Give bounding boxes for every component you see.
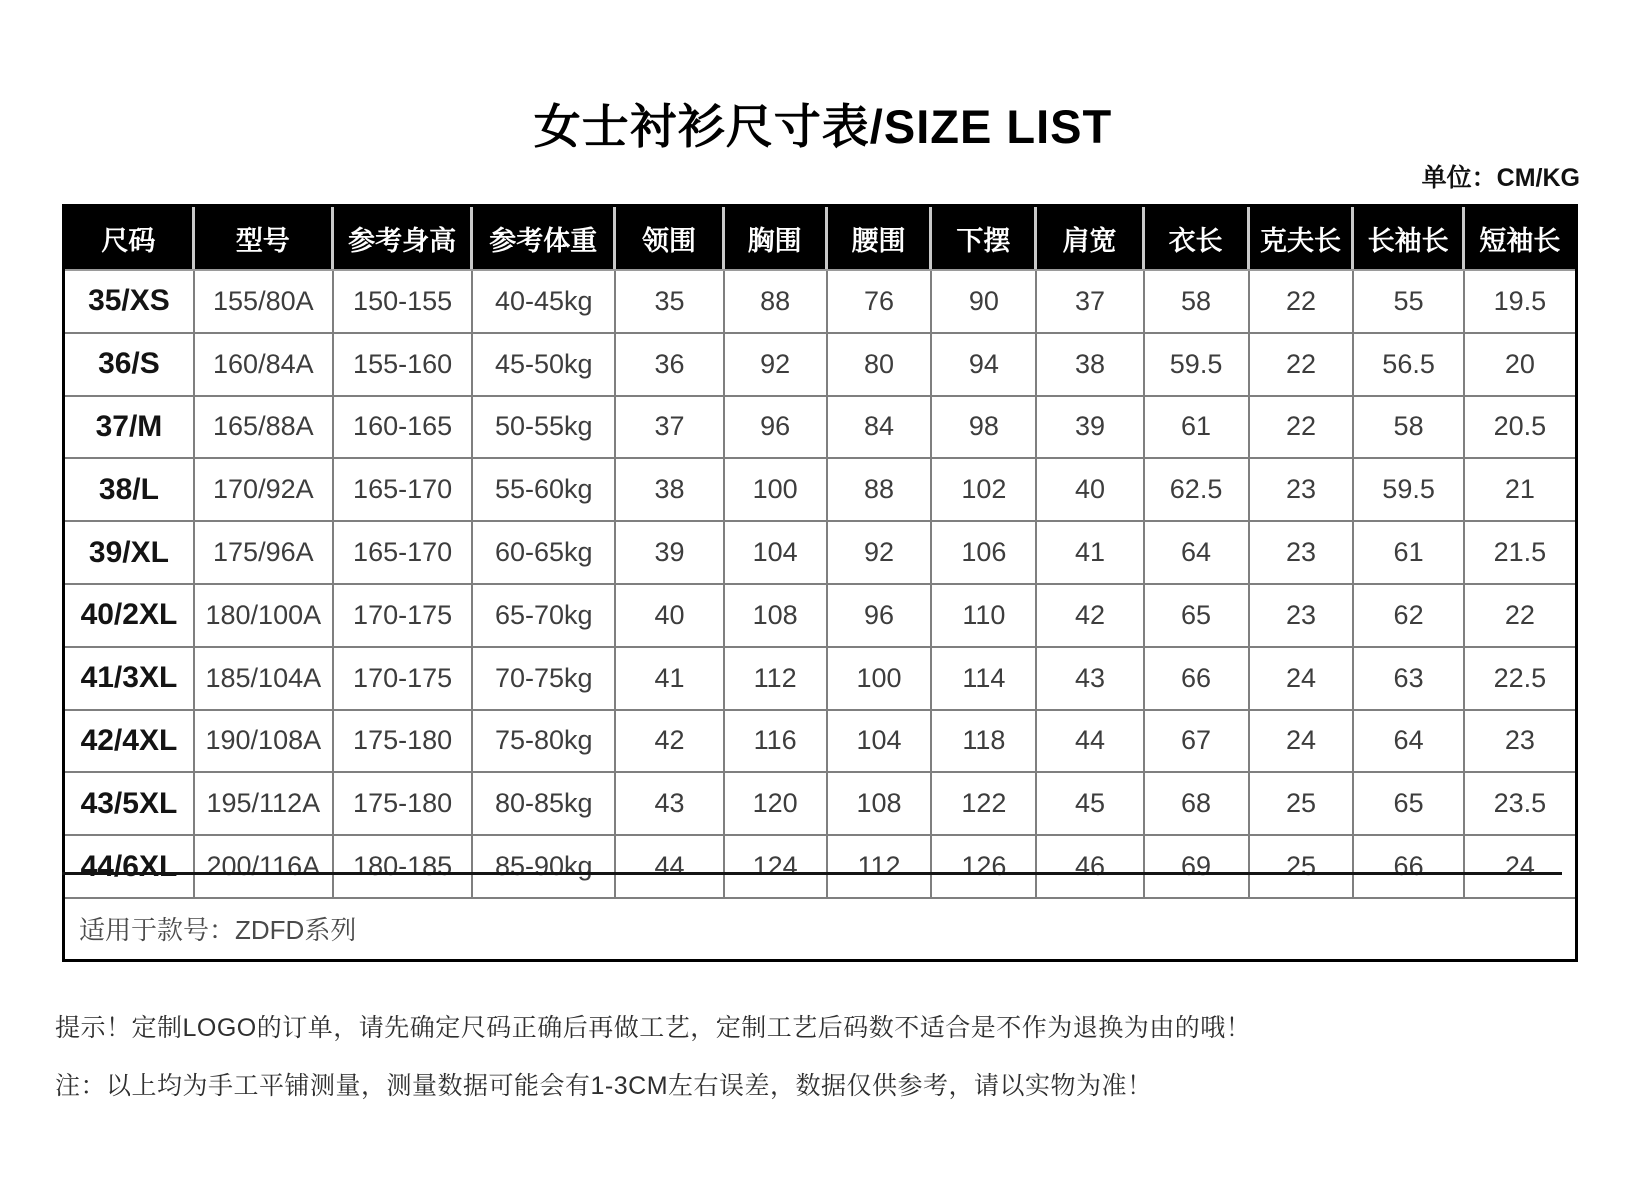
value-cell: 175-180	[334, 711, 474, 772]
size-label: 35/XS	[65, 271, 195, 332]
note-measurement: 注：以上均为手工平铺测量，测量数据可能会有1-3CM左右误差，数据仅供参考，请以实物为准！	[55, 1072, 1153, 1100]
column-header: 长袖长	[1354, 207, 1464, 269]
column-header: 腰围	[828, 207, 933, 269]
value-cell: 155-160	[334, 334, 474, 395]
value-cell: 104	[828, 711, 933, 772]
value-cell: 94	[932, 334, 1037, 395]
size-label: 41/3XL	[65, 648, 195, 709]
value-cell: 23	[1250, 522, 1355, 583]
value-cell: 20.5	[1493, 411, 1547, 442]
table-row	[65, 397, 1575, 460]
value-cell: 44	[1037, 711, 1144, 772]
value-cell: 61	[1145, 397, 1250, 458]
value-cell: 76	[828, 271, 933, 332]
value-cell: 96	[828, 585, 933, 646]
value-cell: 68	[1145, 773, 1250, 834]
value-cell: 65	[1354, 773, 1464, 834]
column-header: 下摆	[932, 207, 1037, 269]
value-cell: 62.5	[1145, 459, 1250, 520]
value-cell: 88	[828, 459, 933, 520]
value-cell: 70-75kg	[473, 648, 616, 709]
value-cell: 36	[616, 334, 725, 395]
column-header: 领围	[616, 207, 725, 269]
value-cell: 118	[932, 711, 1037, 772]
value-cell: 20	[1504, 348, 1535, 379]
value-cell: 41	[616, 648, 725, 709]
value-cell: 55-60kg	[473, 459, 616, 520]
notes-block	[55, 1008, 1595, 1124]
value-cell: 23	[1250, 459, 1355, 520]
column-header: 克夫长	[1250, 207, 1355, 269]
column-header: 短袖长	[1479, 225, 1561, 256]
value-cell: 40	[616, 585, 725, 646]
column-header: 胸围	[725, 207, 828, 269]
value-cell: 96	[725, 397, 828, 458]
value-cell: 85-90kg	[473, 836, 616, 897]
value-cell: 108	[725, 585, 828, 646]
page-title: 女士衬衫尺寸表/SIZE LIST	[533, 100, 1113, 153]
value-cell: 112	[725, 648, 828, 709]
value-cell: 80-85kg	[473, 773, 616, 834]
value-cell: 116	[725, 711, 828, 772]
value-cell: 114	[932, 648, 1037, 709]
value-cell: 160-165	[334, 397, 474, 458]
value-cell: 42	[1037, 585, 1144, 646]
value-cell: 40	[1037, 459, 1144, 520]
value-cell: 102	[932, 459, 1037, 520]
table-row	[65, 773, 1575, 836]
value-cell: 22	[1250, 271, 1355, 332]
value-cell: 155/80A	[195, 271, 334, 332]
value-cell: 100	[725, 459, 828, 520]
value-cell: 84	[828, 397, 933, 458]
value-cell: 45	[1037, 773, 1144, 834]
value-cell: 38	[616, 459, 725, 520]
value-cell: 160/84A	[195, 334, 334, 395]
size-label: 38/L	[65, 459, 195, 520]
column-header: 肩宽	[1037, 207, 1144, 269]
value-cell: 175-180	[334, 773, 474, 834]
value-cell: 120	[725, 773, 828, 834]
value-cell: 63	[1354, 648, 1464, 709]
value-cell: 67	[1145, 711, 1250, 772]
value-cell: 180-185	[334, 836, 474, 897]
value-cell: 22	[1250, 334, 1355, 395]
size-label: 37/M	[65, 397, 195, 458]
value-cell: 108	[828, 773, 933, 834]
value-cell: 165/88A	[195, 397, 334, 458]
value-cell: 60-65kg	[473, 522, 616, 583]
value-cell: 23	[1250, 585, 1355, 646]
table-row	[65, 648, 1575, 711]
value-cell: 35	[616, 271, 725, 332]
value-cell: 22	[1250, 397, 1355, 458]
value-cell: 46	[1037, 836, 1144, 897]
value-cell: 64	[1354, 711, 1464, 772]
table-row	[65, 836, 1575, 899]
value-cell: 92	[725, 334, 828, 395]
value-cell: 39	[1037, 397, 1144, 458]
value-cell: 62	[1354, 585, 1464, 646]
value-cell: 165-170	[334, 522, 474, 583]
note-customization: 提示！定制LOGO的订单，请先确定尺码正确后再做工艺，定制工艺后码数不适合是不作为退换为由的哦！	[55, 1014, 1252, 1042]
value-cell: 38	[1037, 334, 1144, 395]
column-header: 参考身高	[334, 207, 474, 269]
table-row	[65, 459, 1575, 522]
header-row	[65, 207, 1575, 271]
value-cell: 98	[932, 397, 1037, 458]
value-cell: 170-175	[334, 585, 474, 646]
value-cell: 19.5	[1493, 285, 1547, 316]
value-cell: 110	[932, 585, 1037, 646]
value-cell: 175/96A	[195, 522, 334, 583]
value-cell: 104	[725, 522, 828, 583]
value-cell: 61	[1354, 522, 1464, 583]
value-cell: 43	[1037, 648, 1144, 709]
value-cell: 126	[932, 836, 1037, 897]
value-cell: 40-45kg	[473, 271, 616, 332]
value-cell: 124	[725, 836, 828, 897]
value-cell: 65	[1145, 585, 1250, 646]
value-cell: 56.5	[1354, 334, 1464, 395]
value-cell: 55	[1354, 271, 1464, 332]
table-row	[65, 334, 1575, 397]
value-cell: 170-175	[334, 648, 474, 709]
table-footer-row	[65, 899, 1575, 959]
value-cell: 200/116A	[195, 836, 334, 897]
value-cell: 25	[1250, 773, 1355, 834]
value-cell: 21	[1504, 474, 1535, 505]
value-cell: 39	[616, 522, 725, 583]
value-cell: 90	[932, 271, 1037, 332]
value-cell: 24	[1250, 711, 1355, 772]
value-cell: 22.5	[1493, 662, 1547, 693]
value-cell: 37	[616, 397, 725, 458]
value-cell: 180/100A	[195, 585, 334, 646]
table-row	[65, 585, 1575, 648]
value-cell: 41	[1037, 522, 1144, 583]
value-cell: 112	[828, 836, 933, 897]
value-cell: 64	[1145, 522, 1250, 583]
value-cell: 195/112A	[195, 773, 334, 834]
value-cell: 92	[828, 522, 933, 583]
size-label: 44/6XL	[65, 836, 195, 897]
size-label: 43/5XL	[65, 773, 195, 834]
value-cell: 106	[932, 522, 1037, 583]
applicable-style-note: 适用于款号：ZDFD系列	[79, 915, 357, 946]
size-label: 40/2XL	[65, 585, 195, 646]
table-row	[65, 522, 1575, 585]
table-row	[65, 711, 1575, 774]
value-cell: 190/108A	[195, 711, 334, 772]
value-cell: 65-70kg	[473, 585, 616, 646]
value-cell: 80	[828, 334, 933, 395]
value-cell: 165-170	[334, 459, 474, 520]
column-header: 尺码	[65, 207, 195, 269]
value-cell: 50-55kg	[473, 397, 616, 458]
value-cell: 170/92A	[195, 459, 334, 520]
value-cell: 66	[1145, 648, 1250, 709]
value-cell: 100	[828, 648, 933, 709]
value-cell: 44	[616, 836, 725, 897]
column-header: 型号	[195, 207, 334, 269]
value-cell: 185/104A	[195, 648, 334, 709]
size-table	[62, 204, 1578, 962]
value-cell: 25	[1250, 836, 1355, 897]
value-cell: 45-50kg	[473, 334, 616, 395]
value-cell: 150-155	[334, 271, 474, 332]
value-cell: 75-80kg	[473, 711, 616, 772]
value-cell: 24	[1250, 648, 1355, 709]
table-row	[65, 271, 1575, 334]
unit-label: 单位：CM/KG	[1421, 164, 1580, 192]
column-header: 衣长	[1145, 207, 1250, 269]
value-cell: 23.5	[1493, 788, 1547, 819]
column-header: 参考体重	[473, 207, 616, 269]
value-cell: 66	[1354, 836, 1464, 897]
value-cell: 21.5	[1493, 537, 1547, 568]
value-cell: 59.5	[1145, 334, 1250, 395]
value-cell: 37	[1037, 271, 1144, 332]
value-cell: 22	[1504, 599, 1535, 630]
value-cell: 88	[725, 271, 828, 332]
value-cell: 58	[1145, 271, 1250, 332]
size-label: 39/XL	[65, 522, 195, 583]
value-cell: 59.5	[1354, 459, 1464, 520]
value-cell: 42	[616, 711, 725, 772]
size-label: 42/4XL	[65, 711, 195, 772]
value-cell: 122	[932, 773, 1037, 834]
value-cell: 24	[1504, 851, 1535, 882]
value-cell: 23	[1504, 725, 1535, 756]
size-label: 36/S	[65, 334, 195, 395]
value-cell: 69	[1145, 836, 1250, 897]
value-cell: 58	[1354, 397, 1464, 458]
value-cell: 43	[616, 773, 725, 834]
